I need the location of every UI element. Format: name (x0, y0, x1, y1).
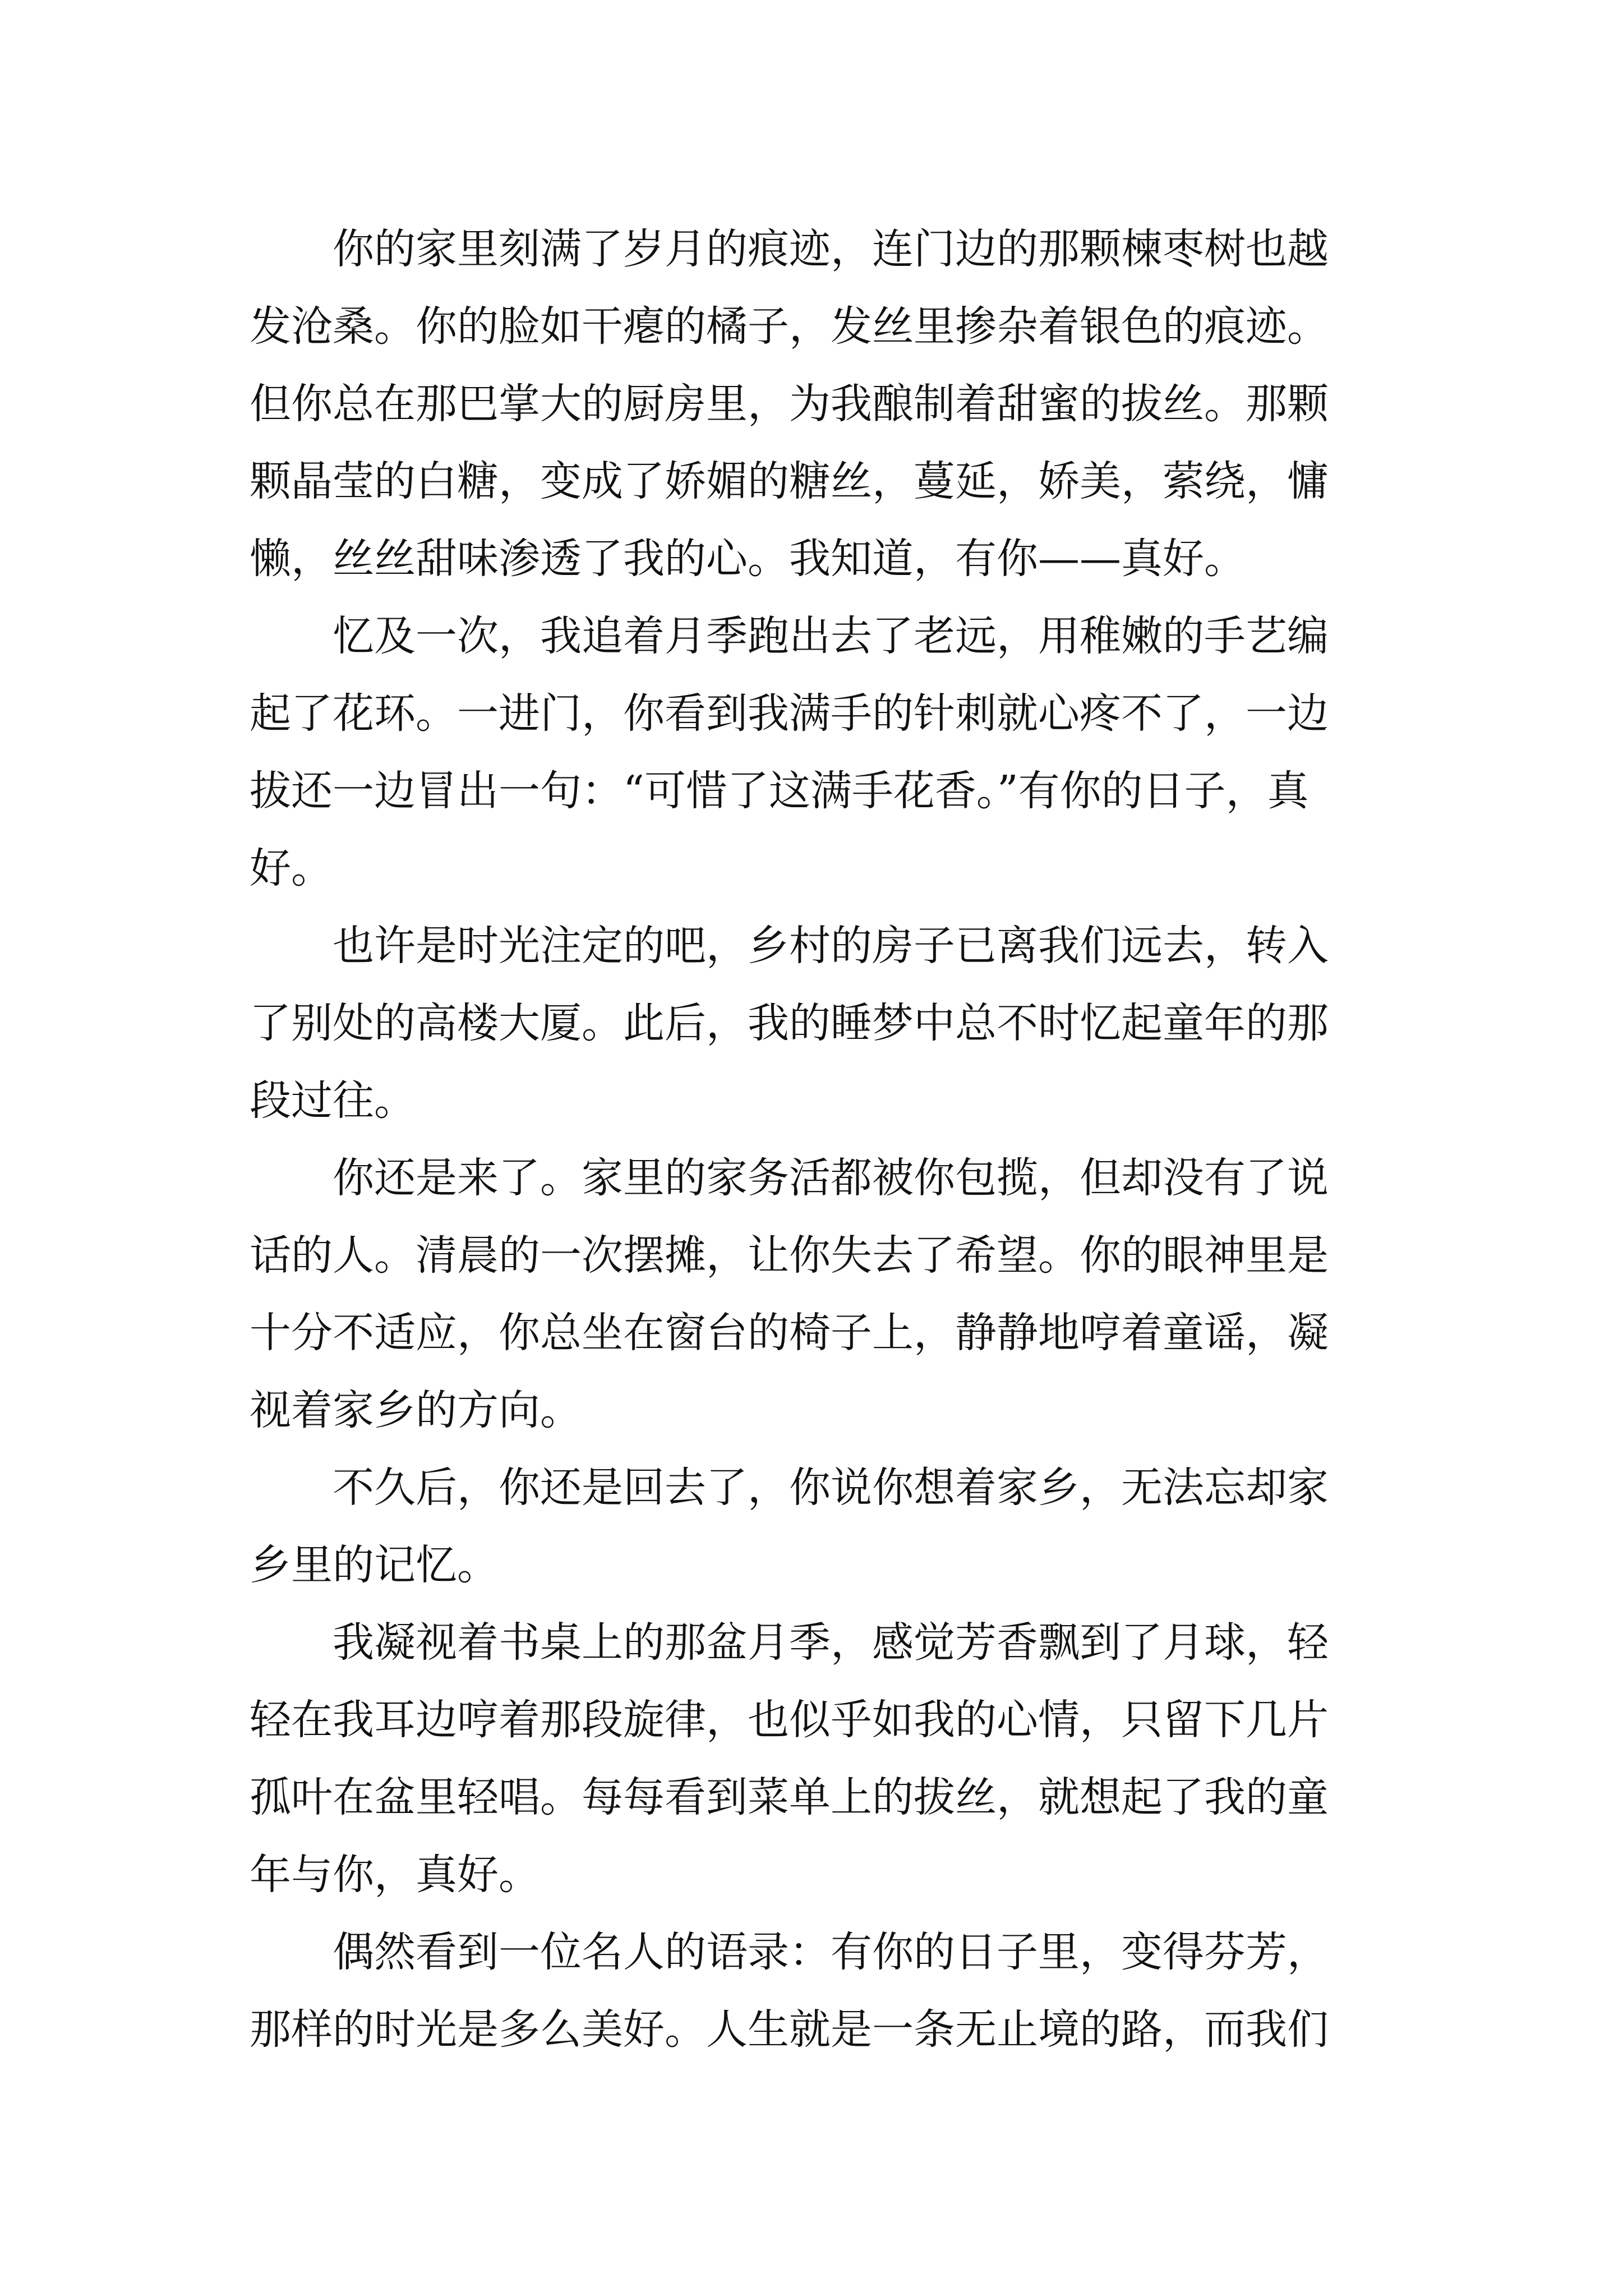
line-text: 你的家里刻满了岁月的痕迹，连门边的那颗楝枣树也越 (333, 225, 1329, 273)
line-text: 但你总在那巴掌大的厨房里，为我酿制着甜蜜的拔丝。那颗 (250, 380, 1329, 428)
paragraph-first-line (250, 1139, 1382, 1217)
line-text: 视着家乡的方向。 (250, 1386, 582, 1434)
line-text: 乡里的记忆。 (250, 1541, 499, 1589)
paragraph-first-line (250, 1449, 1382, 1526)
line-text: 年与你，真好。 (250, 1851, 540, 1899)
paragraph-line (250, 675, 1382, 752)
paragraph-first-line (250, 210, 1382, 288)
paragraph-first-line (250, 597, 1382, 675)
paragraph-line (250, 443, 1382, 520)
line-text: 你还是来了。家里的家务活都被你包揽，但却没有了说 (333, 1154, 1329, 1202)
paragraph-first-line (250, 1913, 1382, 1991)
line-text: 孤叶在盆里轻唱。每每看到菜单上的拔丝，就想起了我的童 (250, 1773, 1329, 1821)
line-text: 了别处的高楼大厦。此后，我的睡梦中总不时忆起童年的那 (250, 999, 1329, 1047)
line-text: 好。 (250, 844, 333, 892)
paragraph-line (250, 984, 1382, 1062)
line-text: 忆及一次，我追着月季跑出去了老远，用稚嫩的手艺编 (333, 612, 1329, 660)
line-text: 轻在我耳边哼着那段旋律，也似乎如我的心情，只留下几片 (250, 1696, 1329, 1744)
line-text: 也许是时光注定的吧，乡村的房子已离我们远去，转入 (333, 922, 1329, 970)
line-text: 不久后，你还是回去了，你说你想着家乡，无法忘却家 (333, 1464, 1329, 1512)
line-text: 拔还一边冒出一句：“可惜了这满手花香。”有你的日子，真 (250, 767, 1309, 815)
paragraph-line (250, 1526, 1382, 1604)
paragraph-line (250, 288, 1382, 365)
line-text: 偶然看到一位名人的语录：有你的日子里，变得芬芳， (333, 1928, 1329, 1976)
line-text: 十分不适应，你总坐在窗台的椅子上，静静地哼着童谣，凝 (250, 1309, 1329, 1357)
paragraph-line (250, 520, 1382, 597)
line-text: 懒，丝丝甜味渗透了我的心。我知道，有你——真好。 (250, 535, 1246, 583)
paragraph-line (250, 365, 1382, 443)
paragraph-line (250, 1294, 1382, 1372)
line-text: 发沧桑。你的脸如干瘪的橘子，发丝里掺杂着银色的痕迹。 (250, 302, 1329, 351)
line-text: 我凝视着书桌上的那盆月季，感觉芳香飘到了月球，轻 (333, 1618, 1329, 1667)
paragraph-line (250, 1759, 1382, 1836)
line-text: 话的人。清晨的一次摆摊，让你失去了希望。你的眼神里是 (250, 1231, 1329, 1280)
paragraph-line (250, 1217, 1382, 1294)
paragraph-line (250, 830, 1382, 907)
paragraph-line (250, 1372, 1382, 1449)
paragraph-first-line (250, 1604, 1382, 1681)
paragraph-line (250, 1681, 1382, 1759)
line-text: 起了花环。一进门，你看到我满手的针刺就心疼不了，一边 (250, 689, 1329, 738)
paragraph-line (250, 752, 1382, 830)
paragraph-line (250, 1062, 1382, 1139)
paragraph-line (250, 1991, 1382, 2068)
paragraph-line (250, 1836, 1382, 1913)
line-text: 段过往。 (250, 1076, 416, 1125)
paragraph-first-line (250, 907, 1382, 984)
line-text: 颗晶莹的白糖，变成了娇媚的糖丝，蔓延，娇美，萦绕，慵 (250, 457, 1329, 505)
essay-body (250, 210, 1382, 2068)
line-text: 那样的时光是多么美好。人生就是一条无止境的路，而我们 (250, 2005, 1329, 2054)
